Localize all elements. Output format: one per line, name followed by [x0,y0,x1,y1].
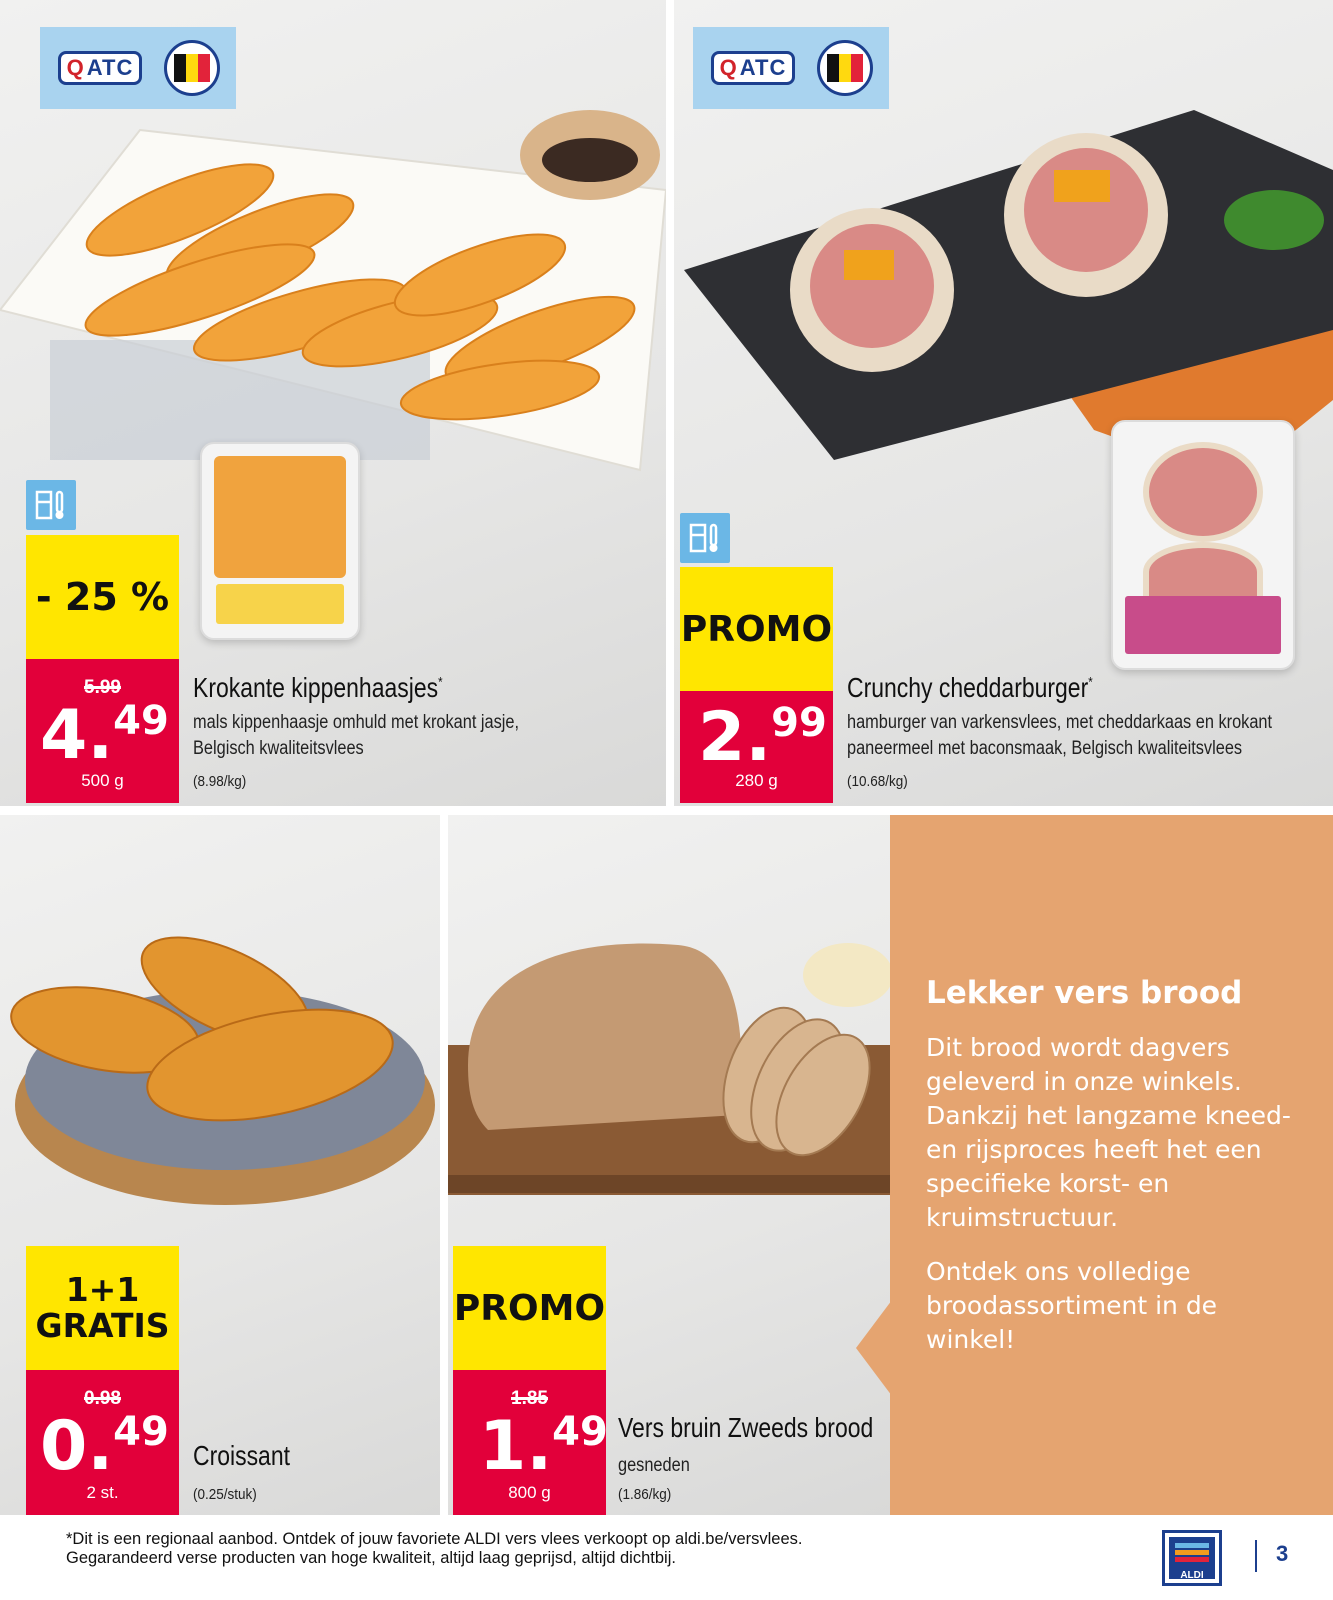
atc-logo [58,51,142,85]
product-description-line2: Belgisch kwaliteitsvlees [193,738,364,759]
product-package-image [200,442,360,640]
promo-text: PROMO [680,608,833,650]
old-price: 5.99 [84,677,121,698]
chicken-tenders-image [0,100,666,480]
new-price: 2.99 [698,698,827,777]
promo-badge [453,1246,606,1370]
page-number-separator [1255,1540,1257,1572]
product-panel-zweeds-brood [448,815,890,1515]
atc-quality-badge [40,27,236,109]
product-description-line2: paneermeel met baconsmaak, Belgisch kwaliteitsvlees [847,738,1243,759]
new-price: 4.49 [40,696,169,775]
discount-text: - 25 % [35,575,170,619]
aldi-logo [1162,1530,1222,1586]
belgium-flag-icon [817,40,873,96]
fridge-thermometer-icon [26,480,76,530]
offer-line1: 1+1 [65,1270,140,1309]
price-block [26,1370,179,1515]
package-size: 280 g [735,771,778,790]
atc-q-letter: Q [66,55,85,80]
product-panel-cheddarburger [674,0,1333,806]
price-per-unit: (8.98/kg) [193,773,247,790]
page-number: 3 [1276,1541,1289,1566]
product-title: Krokante kippenhaasjes* [193,672,443,703]
price-block [453,1370,606,1515]
package-size: 2 st. [86,1483,119,1502]
price-per-unit: (1.86/kg) [618,1486,672,1503]
product-description: gesneden [618,1455,690,1476]
price-per-unit: (0.25/stuk) [193,1486,257,1503]
aldi-logo-text: ALDI [1180,1570,1204,1581]
discount-badge [26,535,179,659]
old-price: 0.98 [84,1388,121,1409]
product-title: Crunchy cheddarburger* [847,672,1093,703]
new-price: 0.49 [40,1407,169,1486]
product-panel-kippenhaasjes [0,0,666,806]
info-cta: Ontdek ons volledige broodassortiment in de winkel! [926,1257,1218,1354]
price-per-unit: (10.68/kg) [847,773,908,790]
product-description-line1: hamburger van varkensvlees, met cheddarkaas en krokant [847,712,1273,733]
atc-text: ATC [86,55,134,80]
product-title: Vers bruin Zweeds brood [618,1412,874,1443]
promo-badge [680,567,833,691]
atc-text: ATC [739,55,787,80]
product-description-line1: mals kippenhaasje omhuld met krokant jasje, [193,712,520,733]
atc-quality-badge [693,27,889,109]
product-panel-croissant [0,815,440,1515]
product-package-image [1111,420,1295,670]
footer-line1: *Dit is een regionaal aanbod. Ontdek of jouw favoriete ALDI vers vlees verkoopt op aldi.be/versvlees. [66,1530,803,1548]
info-heading: Lekker vers brood [926,975,1243,1011]
offer-line2: GRATIS [35,1306,170,1345]
price-block [26,659,179,803]
price-block [680,691,833,803]
old-price: 1.85 [511,1388,548,1409]
belgium-flag-icon [164,40,220,96]
product-title: Croissant [193,1440,290,1471]
bread-board-image [448,915,890,1235]
offer-badge [26,1246,179,1370]
atc-logo [711,51,795,85]
package-size: 500 g [81,771,124,790]
info-panel-arrow [856,1300,892,1396]
package-size: 800 g [508,1483,551,1502]
new-price: 1.49 [479,1407,608,1486]
footer-line2: Gegarandeerd verse producten van hoge kwaliteit, altijd laag geprijsd, altijd dichtbij. [66,1549,676,1567]
bread-info-panel [890,815,1333,1515]
fridge-thermometer-icon [680,513,730,563]
atc-q-letter: Q [719,55,738,80]
footer-disclaimer [66,1530,803,1568]
croissant-basket-image [0,905,440,1225]
info-body: Dit brood wordt dagvers geleverd in onze winkels. Dankzij het langzame kneed- en rijsproces heeft het een specifieke korst- en kruimstructuur. [926,1033,1291,1232]
promo-text: PROMO [453,1287,606,1329]
